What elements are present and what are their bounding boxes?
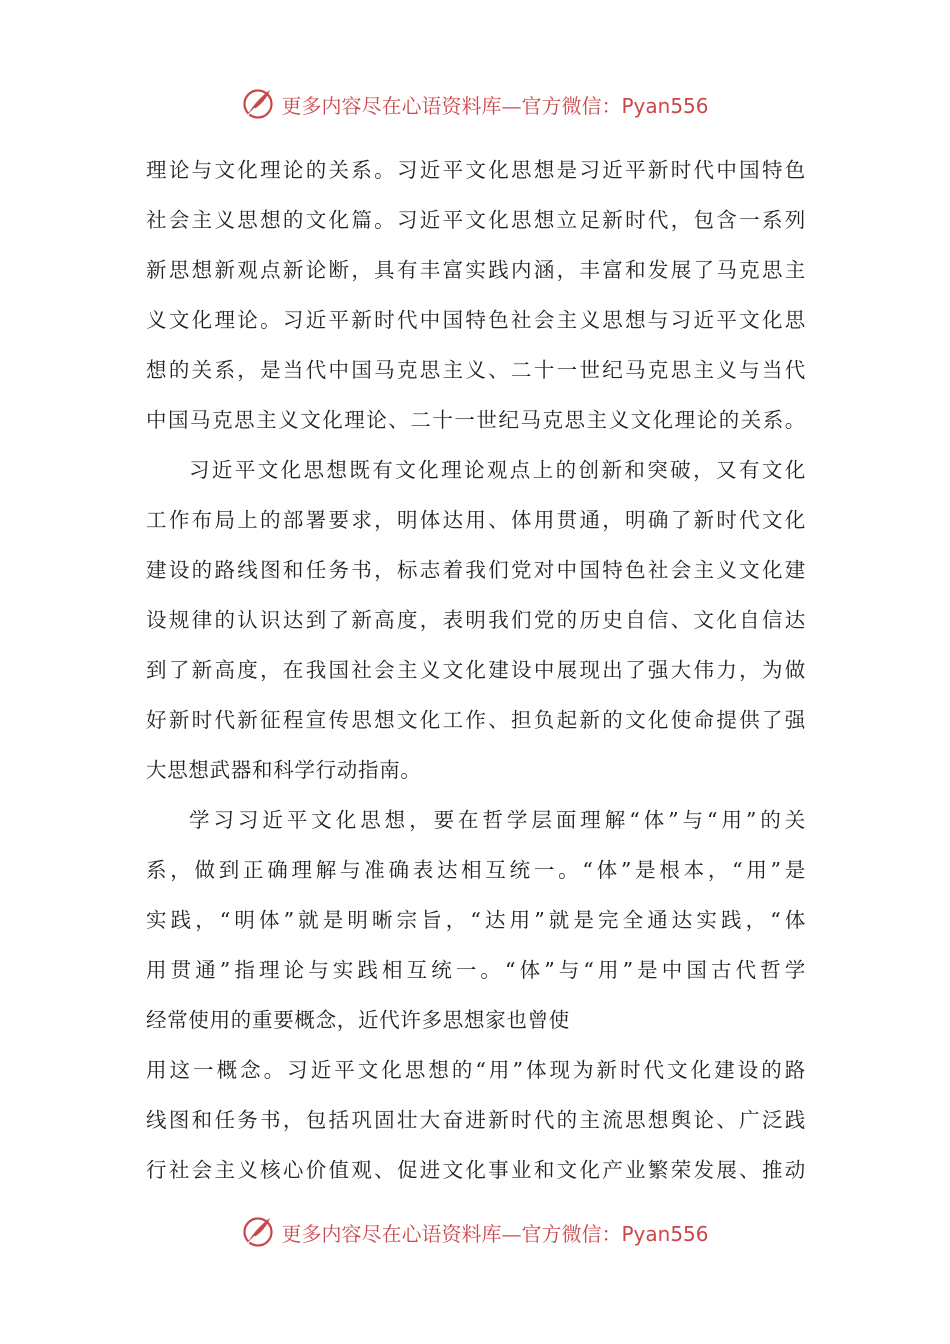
text-line: 新思想新观点新论断，具有丰富实践内涵，丰富和发展了马克思主 xyxy=(146,258,806,282)
header-banner xyxy=(0,84,950,124)
footer-wechat-id: Pyan556 xyxy=(621,1221,709,1246)
footer-banner xyxy=(0,1212,950,1252)
text-line: 工作布局上的部署要求，明体达用、体用贯通，明确了新时代文化 xyxy=(146,508,806,532)
header-banner-text: 更多内容尽在心语资料库—官方微信：Pyan556 xyxy=(281,93,709,118)
text-line: 到了新高度，在我国社会主义文化建设中展现出了强大伟力，为做 xyxy=(146,658,806,682)
paragraph-first-line: 学习习近平文化思想，要在哲学层面理解“体”与“用”的关 xyxy=(189,808,806,832)
text-line: 大思想武器和科学行动指南。 xyxy=(146,758,422,782)
text-line: 中国马克思主义文化理论、二十一世纪马克思主义文化理论的关系。 xyxy=(146,408,806,432)
footer-banner-text: 更多内容尽在心语资料库—官方微信：Pyan556 xyxy=(281,1221,709,1246)
text-line: 义文化理论。习近平新时代中国特色社会主义思想与习近平文化思 xyxy=(146,308,806,332)
text-line: 系，做到正确理解与准确表达相互统一。“体”是根本，“用”是 xyxy=(146,858,806,882)
text-line: 实践，“明体”就是明晰宗旨，“达用”就是完全通达实践，“体 xyxy=(146,908,806,932)
text-line: 建设的路线图和任务书，标志着我们党对中国特色社会主义文化建 xyxy=(146,558,806,582)
quill-pen-circle-icon xyxy=(241,1215,275,1249)
quill-pen-circle-icon xyxy=(241,87,275,121)
text-line: 线图和任务书，包括巩固壮大奋进新时代的主流思想舆论、广泛践 xyxy=(146,1108,806,1132)
text-line: 好新时代新征程宣传思想文化工作、担负起新的文化使命提供了强 xyxy=(146,708,806,732)
text-line: 用这一概念。习近平文化思想的“用”体现为新时代文化建设的路 xyxy=(146,1058,806,1082)
text-line: 行社会主义核心价值观、促进文化事业和文化产业繁荣发展、推动 xyxy=(146,1158,806,1182)
text-line: 社会主义思想的文化篇。习近平文化思想立足新时代，包含一系列 xyxy=(146,208,806,232)
text-line: 用贯通”指理论与实践相互统一。“体”与“用”是中国古代哲学 xyxy=(146,958,806,982)
document-body xyxy=(146,145,806,1195)
header-wechat-id: Pyan556 xyxy=(621,93,709,118)
text-line: 设规律的认识达到了新高度，表明我们党的历史自信、文化自信达 xyxy=(146,608,806,632)
text-line: 理论与文化理论的关系。习近平文化思想是习近平新时代中国特色 xyxy=(146,158,806,182)
text-line: 想的关系，是当代中国马克思主义、二十一世纪马克思主义与当代 xyxy=(146,358,806,382)
text-line: 经常使用的重要概念，近代许多思想家也曾使 xyxy=(146,1008,570,1032)
paragraph-first-line: 习近平文化思想既有文化理论观点上的创新和突破，又有文化 xyxy=(189,458,806,482)
